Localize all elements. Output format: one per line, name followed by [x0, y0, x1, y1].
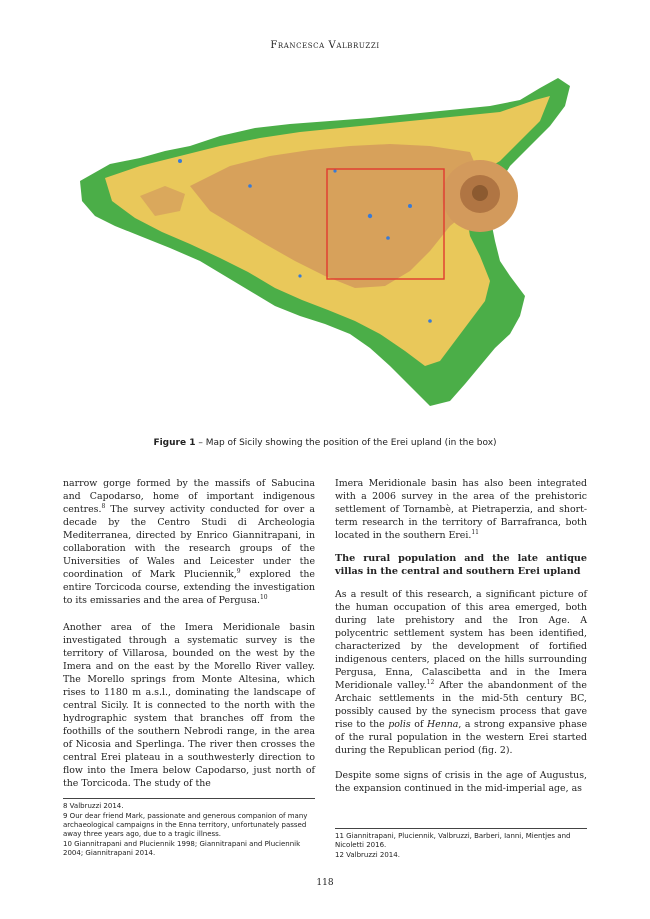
paragraph: Despite some signs of crisis in the age of Augustus, the expansion continued in the mid-imperial age, as [335, 770, 587, 794]
left-column [63, 477, 315, 800]
paragraph: Another area of the Imera Meridionale basin investigated through a systematic survey is the territory of Villarosa, bounded on the west by the Imera and on the east by the Morello River valley. The Morello springs from Monte Altesina, which rises to 1180 m a.s.l., dominating the landscape of central Sicily. It is connected to the north with the hydrographic system that branches off from the foothills of the southern Nebrodi range, in the area of Nicosia and Sperlinga. The river then crosses the central Erei plateau in a southwesterly direction to flow into the Imera below Capodarso, just north of the Torcicoda. The study of the [63, 622, 315, 789]
sicily-map-figure [70, 66, 580, 426]
footnote: 10 Giannitrapani and Pluciennik 1998; Giannitrapani and Pluciennik 2004; Giannitrapani 2014. [63, 840, 301, 857]
footnote: 9 Our dear friend Mark, passionate and generous companion of many archaeological campaigns in the Enna territory, unfortunately passed away three years ago, due to a tragic illness. [63, 812, 308, 838]
right-column [335, 477, 587, 805]
footnotes-right [335, 828, 587, 861]
paragraph: As a result of this research, a significant picture of the human occupation of this area emerged, both during late prehistory and the Iron Age. A polycentric settlement system has been identified, characterized by the development of fortified indigenous centers, placed on the hills surrounding Pergusa, Enna, Calascibetta and in the Imera Meridionale valley.$^{12}$ After the abandonment of the Archaic settlements in the mid-5th century BC, possibly caused by the synecism process that gave rise to the polis of Henna, a strong expansive phase of the rural population in the western Erei started during the Republican period (fig. 2). [335, 589, 588, 756]
footnotes-left [63, 798, 315, 859]
section-heading: The rural population and the late antique villas in the central and southern Erei upland [335, 553, 587, 577]
running-header: Francesca Valbruzzi [270, 40, 380, 51]
footnote: 12 Valbruzzi 2014. [335, 851, 400, 859]
paragraph: narrow gorge formed by the massifs of Sabucina and Capodarso, home of important indigenous centres.$^8$ The survey activity conducted for over a decade by the Centro Studi di Archeologia Mediterranea, directed by Enrico Giannitrapani, in collaboration with the research groups of the Universities of Wales and Leicester under the coordination of Mark Pluciennik,$^9$ explored the entire Torcicoda course, extending the investigation to its emissaries and the area of Pergusa.$^{10}$ [63, 478, 315, 606]
etna-peak [472, 185, 488, 201]
footnote: 11 Giannitrapani, Pluciennik, Valbruzzi, Barberi, Ianni, Mientjes and Nicoletti 2016. [335, 832, 571, 849]
paragraph: Imera Meridionale basin has also been integrated with a 2006 survey in the area of the prehistoric settlement of Tornambè, at Pietraperzia, and short-term research in the territory of Barrafranca, both located in the southern Erei.$^{11}$ [335, 478, 587, 541]
footnote: 8 Valbruzzi 2014. [63, 802, 124, 810]
page-number: 118 [316, 878, 334, 888]
figure-caption: Figure 1 – Map of Sicily showing the position of the Erei upland (in the box) [153, 438, 497, 448]
